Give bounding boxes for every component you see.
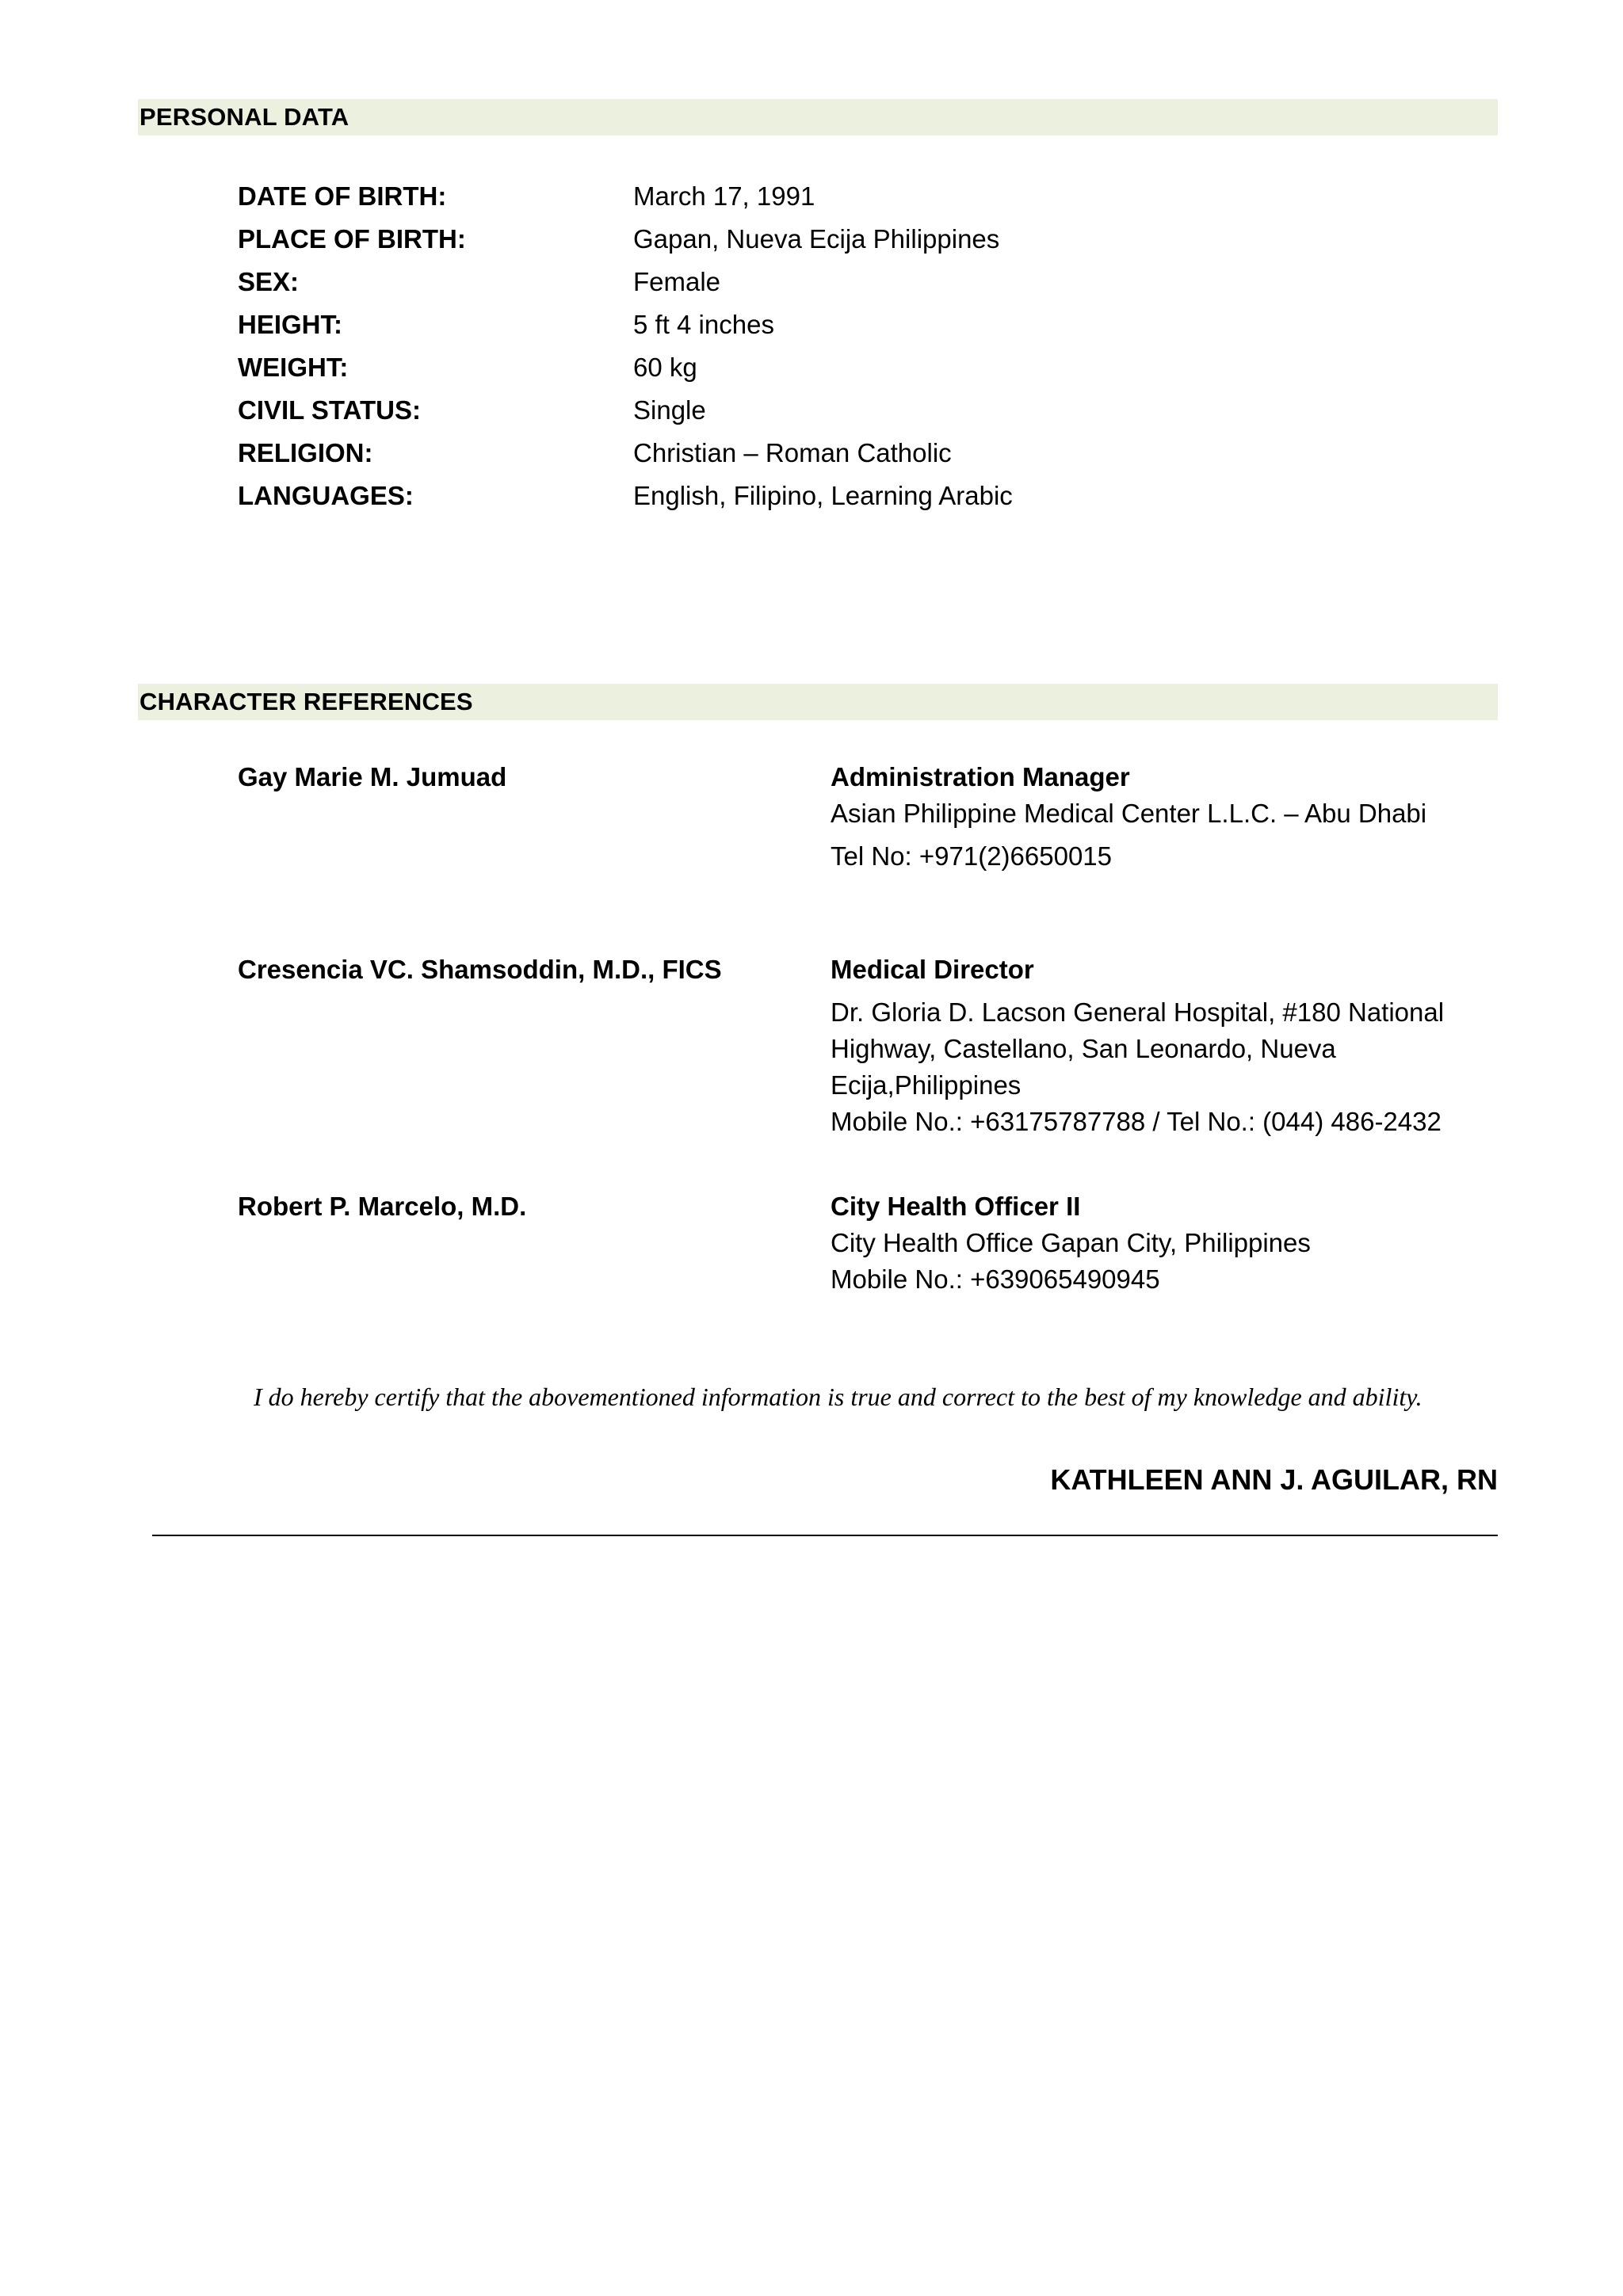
personal-data-row-date-of-birth [238, 175, 1426, 218]
reference-organization: Dr. Gloria D. Lacson General Hospital, #180 National [831, 997, 1445, 1027]
date-of-birth-value: March 17, 1991 [633, 181, 815, 211]
reference-detail [831, 1188, 1498, 1298]
personal-data-row-sex [238, 261, 1426, 303]
personal-data-row-place-of-birth [238, 218, 1426, 261]
reference-address: Ecija,Philippines [831, 1070, 1022, 1100]
place-of-birth-label: PLACE OF BIRTH: [238, 224, 466, 254]
reference-name: Gay Marie M. Jumuad [238, 762, 507, 791]
reference-detail [831, 759, 1498, 875]
weight-label: WEIGHT: [238, 353, 349, 382]
sex-value: Female [633, 267, 721, 296]
personal-data-row-height [238, 303, 1426, 346]
reference-title: Administration Manager [831, 762, 1130, 791]
personal-data-row-weight [238, 346, 1426, 389]
reference-contact: Tel No: +971(2)6650015 [831, 841, 1113, 871]
reference-detail [831, 952, 1498, 1140]
character-references-header: CHARACTER REFERENCES [138, 684, 1498, 720]
reference-title: City Health Officer II [831, 1192, 1081, 1221]
reference-contact: Mobile No.: +63175787788 / Tel No.: (044) 486-2432 [831, 1107, 1442, 1136]
civil-status-value: Single [633, 395, 706, 425]
religion-value: Christian – Roman Catholic [633, 438, 952, 467]
reference-name: Robert P. Marcelo, M.D. [238, 1192, 527, 1221]
sex-label: SEX: [238, 267, 300, 296]
weight-value: 60 kg [633, 353, 697, 382]
civil-status-label: CIVIL STATUS: [238, 395, 421, 425]
certification-statement: I do hereby certify that the abovementioned information is true and correct to the best of my knowledge and ability. [254, 1383, 1423, 1411]
reference-organization: City Health Office Gapan City, Philippines [831, 1228, 1311, 1257]
personal-data-row-religion [238, 432, 1426, 475]
reference-contact: Mobile No.: +639065490945 [831, 1264, 1160, 1294]
personal-data-header: PERSONAL DATA [138, 99, 1498, 135]
personal-data-row-languages [238, 475, 1426, 517]
religion-label: RELIGION: [238, 438, 373, 467]
signatory-name: KATHLEEN ANN J. AGUILAR, RN [1050, 1463, 1498, 1496]
date-of-birth-label: DATE OF BIRTH: [238, 181, 447, 211]
languages-label: LANGUAGES: [238, 481, 414, 510]
reference-address: Highway, Castellano, San Leonardo, Nueva [831, 1034, 1336, 1063]
height-value: 5 ft 4 inches [633, 310, 774, 339]
reference-organization: Asian Philippine Medical Center L.L.C. – Abu Dhabi [831, 799, 1427, 828]
height-label: HEIGHT: [238, 310, 342, 339]
reference-name: Cresencia VC. Shamsoddin, M.D., FICS [238, 955, 722, 984]
signature-line [152, 1535, 1498, 1536]
reference-title: Medical Director [831, 955, 1034, 984]
personal-data-row-civil-status [238, 389, 1426, 432]
place-of-birth-value: Gapan, Nueva Ecija Philippines [633, 224, 1000, 254]
languages-value: English, Filipino, Learning Arabic [633, 481, 1013, 510]
